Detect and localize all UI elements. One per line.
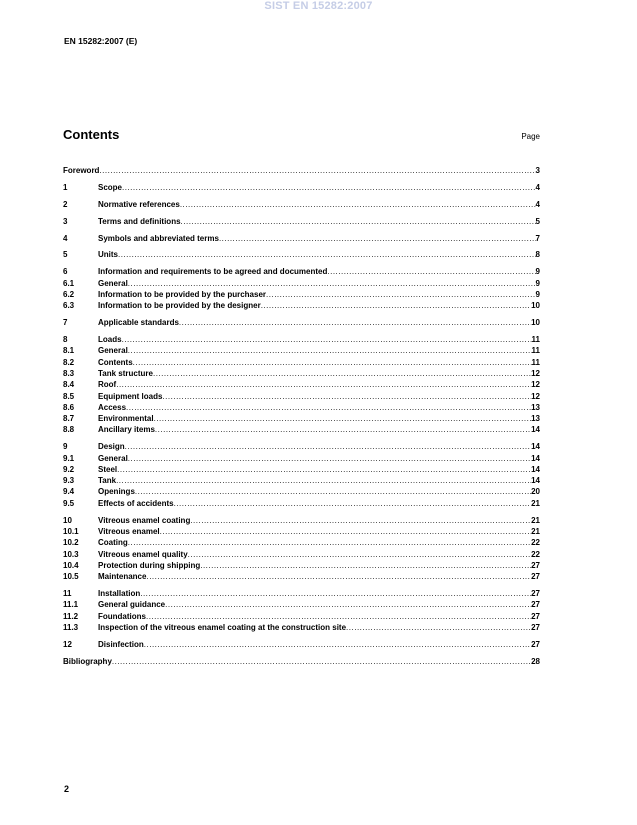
dot-leader <box>125 441 531 452</box>
dot-leader <box>190 515 531 526</box>
toc-entry-title: General guidance <box>98 600 166 610</box>
dot-leader <box>146 571 531 582</box>
page-column-label: Page <box>521 132 540 141</box>
toc-entry-page: 9 <box>535 278 540 288</box>
toc-entry[interactable] <box>63 424 540 435</box>
toc-entry-page: 14 <box>531 425 540 435</box>
toc-entry-title: Installation <box>98 589 141 599</box>
toc-entry-number: 10.4 <box>63 560 79 570</box>
toc-entry[interactable] <box>63 413 540 424</box>
toc-entry-page: 28 <box>531 656 540 666</box>
toc-entry-number: 10.1 <box>63 526 79 536</box>
toc-entry-number: 8.5 <box>63 391 75 401</box>
toc-entry-page: 11 <box>531 346 540 356</box>
toc-entry[interactable] <box>63 611 540 622</box>
toc-entry-page: 27 <box>531 589 540 599</box>
toc-entry[interactable] <box>63 599 540 610</box>
dot-leader <box>327 266 535 277</box>
toc-entry-title: Tank structure <box>98 368 153 378</box>
toc-entry-page: 13 <box>531 402 540 412</box>
toc-entry[interactable] <box>63 379 540 390</box>
toc-entry-title: Access <box>98 402 127 412</box>
toc-entry-page: 20 <box>531 487 540 497</box>
toc-entry-number: 10.5 <box>63 572 79 582</box>
toc-entry-number: 9 <box>63 442 68 452</box>
toc-entry-title: Design <box>98 442 125 452</box>
toc-entry[interactable] <box>63 453 540 464</box>
toc-entry-number: 2 <box>63 199 68 209</box>
toc-entry-page: 22 <box>531 549 540 559</box>
toc-entry-number: 8.6 <box>63 402 75 412</box>
toc-entry[interactable] <box>63 622 540 633</box>
toc-entry-title: Tank <box>98 476 117 486</box>
toc-entry-page: 14 <box>531 453 540 463</box>
toc-entry-page: 14 <box>531 442 540 452</box>
toc-entry-title: Protection during shipping <box>98 560 201 570</box>
dot-leader <box>346 622 531 633</box>
toc-entry[interactable] <box>63 515 540 526</box>
toc-entry-title: Terms and definitions <box>98 216 181 226</box>
dot-leader <box>179 317 531 328</box>
toc-entry-number: 11 <box>63 589 72 599</box>
toc-entry-page: 27 <box>531 639 540 649</box>
toc-entry-page: 27 <box>531 622 540 632</box>
toc-entry-number: 10.3 <box>63 549 79 559</box>
toc-entry-title: General <box>98 453 128 463</box>
toc-entry[interactable] <box>63 199 540 210</box>
toc-entry[interactable] <box>63 639 540 650</box>
toc-entry-title: Bibliography <box>63 656 112 666</box>
toc-entry-title: Normative references <box>98 199 180 209</box>
toc-entry-title: General <box>98 346 128 356</box>
toc-entry[interactable] <box>63 464 540 475</box>
dot-leader <box>128 278 536 289</box>
toc-entry-title: Roof <box>98 380 117 390</box>
toc-entry-title: Contents <box>98 357 133 367</box>
toc-entry-number: 6.3 <box>63 301 75 311</box>
toc-entry[interactable] <box>63 560 540 571</box>
dot-leader <box>154 413 532 424</box>
dot-leader <box>128 345 532 356</box>
table-of-contents <box>63 165 540 667</box>
toc-entry[interactable] <box>63 571 540 582</box>
dot-leader <box>126 402 531 413</box>
toc-entry-number: 9.3 <box>63 476 75 486</box>
toc-entry-number: 8.7 <box>63 414 75 424</box>
dot-leader <box>165 599 531 610</box>
toc-entry[interactable] <box>63 266 540 277</box>
dot-leader <box>181 216 536 227</box>
toc-entry-title: Symbols and abbreviated terms <box>98 233 219 243</box>
toc-entry-title: Openings <box>98 487 135 497</box>
toc-entry-number: 8.3 <box>63 368 75 378</box>
toc-entry-title: Units <box>98 250 118 260</box>
dot-leader <box>174 498 532 509</box>
toc-entry[interactable] <box>63 486 540 497</box>
toc-entry-title: Disinfection <box>98 639 144 649</box>
toc-entry-page: 8 <box>535 250 540 260</box>
toc-entry-page: 10 <box>531 318 540 328</box>
dot-leader <box>140 588 531 599</box>
toc-entry[interactable] <box>63 300 540 311</box>
toc-entry-number: 10.2 <box>63 538 79 548</box>
toc-entry[interactable] <box>63 278 540 289</box>
toc-entry[interactable] <box>63 537 540 548</box>
toc-entry-page: 9 <box>535 267 540 277</box>
toc-entry-number: 8.4 <box>63 380 75 390</box>
dot-leader <box>160 526 531 537</box>
toc-entry[interactable] <box>63 441 540 452</box>
toc-entry-number: 9.4 <box>63 487 75 497</box>
toc-entry[interactable] <box>63 334 540 345</box>
toc-entry-title: Foundations <box>98 611 146 621</box>
toc-entry-page: 11 <box>531 357 540 367</box>
dot-leader <box>122 334 532 345</box>
toc-entry-page: 21 <box>531 515 540 525</box>
toc-entry-page: 12 <box>531 380 540 390</box>
toc-entry-page: 14 <box>531 464 540 474</box>
toc-entry-number: 8.1 <box>63 346 75 356</box>
toc-entry-number: 5 <box>63 250 68 260</box>
toc-entry[interactable] <box>63 289 540 300</box>
toc-entry[interactable] <box>63 233 540 244</box>
toc-entry-number: 7 <box>63 318 68 328</box>
toc-entry-number: 10 <box>63 515 72 525</box>
toc-entry-page: 21 <box>531 526 540 536</box>
toc-entry-number: 12 <box>63 639 72 649</box>
toc-entry-title: Information to be provided by the purchaser <box>98 289 267 299</box>
toc-entry[interactable] <box>63 345 540 356</box>
dot-leader <box>117 464 531 475</box>
dot-leader <box>112 656 531 667</box>
toc-entry-number: 9.1 <box>63 453 75 463</box>
dot-leader <box>146 611 531 622</box>
toc-entry-number: 8.2 <box>63 357 75 367</box>
toc-entry-number: 4 <box>63 233 68 243</box>
dot-leader <box>116 475 531 486</box>
toc-entry[interactable] <box>63 317 540 328</box>
toc-entry-title: Vitreous enamel quality <box>98 549 188 559</box>
toc-entry-page: 4 <box>535 199 540 209</box>
dot-leader <box>133 357 532 368</box>
toc-entry[interactable] <box>63 498 540 509</box>
toc-entry-number: 8.8 <box>63 425 75 435</box>
toc-entry-page: 5 <box>535 216 540 226</box>
dot-leader <box>188 549 531 560</box>
toc-entry-title: Foreword <box>63 166 100 175</box>
dot-leader <box>219 233 536 244</box>
toc-entry-number: 6 <box>63 267 68 277</box>
dot-leader <box>122 182 536 193</box>
toc-entry-page: 13 <box>531 414 540 424</box>
toc-entry-title: Applicable standards <box>98 318 179 328</box>
dot-leader <box>153 368 531 379</box>
dot-leader <box>162 391 531 402</box>
toc-entry-title: Inspection of the vitreous enamel coating at the construction site <box>98 622 347 632</box>
toc-entry-number: 11.2 <box>63 611 79 621</box>
toc-entry[interactable] <box>63 402 540 413</box>
toc-entry[interactable] <box>63 588 540 599</box>
toc-entry-title: Maintenance <box>98 572 147 582</box>
toc-entry-page: 27 <box>531 611 540 621</box>
toc-entry-title: Equipment loads <box>98 391 163 401</box>
toc-entry[interactable] <box>63 549 540 560</box>
toc-entry[interactable] <box>63 249 540 260</box>
dot-leader <box>99 165 535 176</box>
toc-entry-page: 27 <box>531 560 540 570</box>
toc-entry[interactable] <box>63 475 540 486</box>
toc-entry-page: 7 <box>535 233 540 243</box>
toc-entry-number: 1 <box>63 182 68 192</box>
toc-entry[interactable] <box>63 357 540 368</box>
toc-entry-number: 11.3 <box>63 622 79 632</box>
toc-entry-page: 27 <box>531 600 540 610</box>
toc-entry-number: 9.2 <box>63 464 75 474</box>
toc-entry-page: 14 <box>531 476 540 486</box>
toc-entry-title: General <box>98 278 128 288</box>
toc-entry-page: 12 <box>531 368 540 378</box>
dot-leader <box>144 639 531 650</box>
toc-entry-title: Coating <box>98 538 128 548</box>
dot-leader <box>135 486 531 497</box>
toc-entry-page: 12 <box>531 391 540 401</box>
toc-entry-page: 3 <box>535 166 540 175</box>
dot-leader <box>200 560 531 571</box>
contents-heading: Contents <box>63 127 120 142</box>
toc-entry-page: 21 <box>531 498 540 508</box>
toc-entry-page: 4 <box>535 182 540 192</box>
toc-entry-title: Scope <box>98 182 123 192</box>
toc-entry[interactable] <box>63 182 540 193</box>
dot-leader <box>128 537 531 548</box>
toc-entry[interactable] <box>63 656 540 667</box>
dot-leader <box>128 453 531 464</box>
toc-entry[interactable] <box>63 391 540 402</box>
toc-entry-title: Loads <box>98 335 122 345</box>
toc-entry[interactable] <box>63 216 540 227</box>
toc-entry-number: 3 <box>63 216 68 226</box>
toc-entry-title: Information and requirements to be agreed and documented <box>98 267 328 277</box>
dot-leader <box>261 300 531 311</box>
toc-entry[interactable] <box>63 526 540 537</box>
toc-entry-title: Environmental <box>98 414 154 424</box>
toc-entry-title: Vitreous enamel coating <box>98 515 191 525</box>
toc-entry-number: 8 <box>63 335 68 345</box>
toc-entry-number: 6.2 <box>63 289 75 299</box>
toc-entry-page: 9 <box>535 289 540 299</box>
dot-leader <box>118 249 536 260</box>
toc-entry-page: 27 <box>531 572 540 582</box>
toc-entry[interactable] <box>63 165 540 176</box>
dot-leader <box>266 289 536 300</box>
page-number: 2 <box>64 784 70 794</box>
toc-entry-number: 6.1 <box>63 278 75 288</box>
document-id: EN 15282:2007 (E) <box>64 36 138 46</box>
toc-entry-number: 9.5 <box>63 498 75 508</box>
dot-leader <box>116 379 531 390</box>
toc-entry-number: 11.1 <box>63 600 79 610</box>
toc-entry-page: 22 <box>531 538 540 548</box>
toc-entry-title: Effects of accidents <box>98 498 174 508</box>
dot-leader <box>155 424 531 435</box>
toc-entry-page: 10 <box>531 301 540 311</box>
toc-entry-page: 11 <box>531 335 540 345</box>
toc-entry-title: Steel <box>98 464 118 474</box>
toc-entry-title: Ancillary items <box>98 425 155 435</box>
toc-entry[interactable] <box>63 368 540 379</box>
toc-entry-title: Vitreous enamel <box>98 526 160 536</box>
watermark: SIST EN 15282:2007 <box>264 0 373 12</box>
toc-entry-title: Information to be provided by the designer <box>98 301 261 311</box>
dot-leader <box>180 199 536 210</box>
